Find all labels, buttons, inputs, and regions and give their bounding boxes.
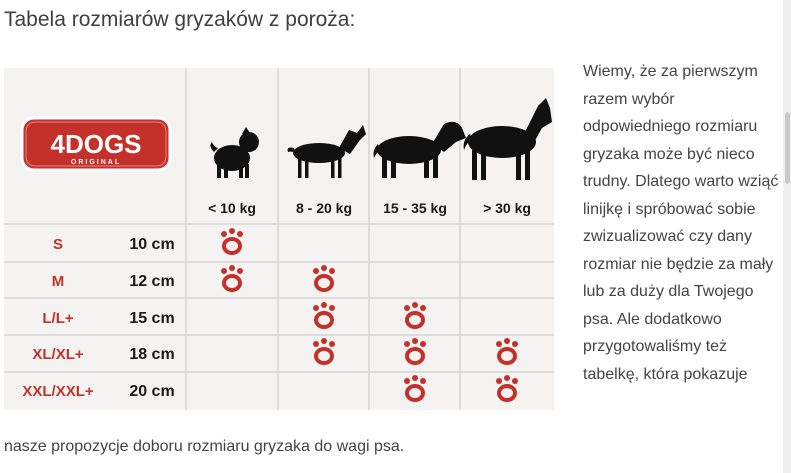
paw-check-icon — [496, 338, 518, 363]
weight-column-header: 15 - 35 kg — [383, 200, 447, 216]
weight-column-header: 8 - 20 kg — [295, 200, 353, 216]
paw-check-icon — [313, 302, 335, 327]
paw-check-icon — [221, 228, 243, 253]
length-label: 10 cm — [129, 236, 175, 253]
length-label: 12 cm — [129, 273, 175, 290]
dog-xlarge-icon — [464, 98, 552, 180]
paw-check-icon — [404, 302, 426, 327]
length-label: 15 cm — [129, 310, 175, 327]
weight-column-header: < 10 kg — [208, 200, 256, 216]
paw-check-icon — [313, 265, 335, 290]
length-label: 18 cm — [129, 346, 175, 363]
page-scrollbar[interactable] — [783, 0, 791, 473]
size-chart-image — [4, 68, 554, 410]
logo-text: 4DOGS — [50, 129, 142, 159]
paw-check-icon — [404, 338, 426, 363]
length-label: 20 cm — [129, 383, 175, 400]
paw-check-icon — [221, 265, 243, 290]
article-heading: Tabela rozmiarów gryzaków z poroża: — [4, 8, 356, 31]
article-bottom-text: nasze propozycje doboru rozmiaru gryzaka do wagi psa. — [4, 438, 405, 455]
size-label: XXL/XXL+ — [22, 383, 94, 400]
size-label: S — [52, 236, 64, 253]
logo-subtext: ORIGINAL — [70, 159, 122, 166]
paw-check-icon — [496, 375, 518, 400]
size-label: XL/XL+ — [32, 346, 84, 363]
paw-check-icon — [313, 338, 335, 363]
scrollbar-thumb[interactable] — [785, 112, 790, 184]
paw-check-icon — [404, 375, 426, 400]
weight-column-header: > 30 kg — [483, 200, 531, 216]
dog-medium-icon — [288, 125, 366, 178]
brand-logo — [22, 118, 170, 170]
size-label: L/L+ — [42, 310, 74, 327]
size-label: M — [51, 273, 65, 290]
dog-large-icon — [374, 122, 467, 178]
article-side-text: Wiemy, że za pierwszym razem wybór odpowiedniego rozmiaru gryzaka może być nieco trudny. Dlatego warto wziąć linijkę i spróbować sobie zwizualizować czy dany rozmiar nie będzie za mały lub za duży dla Twojego psa. Ale dodatkowo przygotowaliśmy też tabelkę, która pokazuje — [583, 63, 779, 383]
dog-small-icon — [210, 127, 259, 178]
